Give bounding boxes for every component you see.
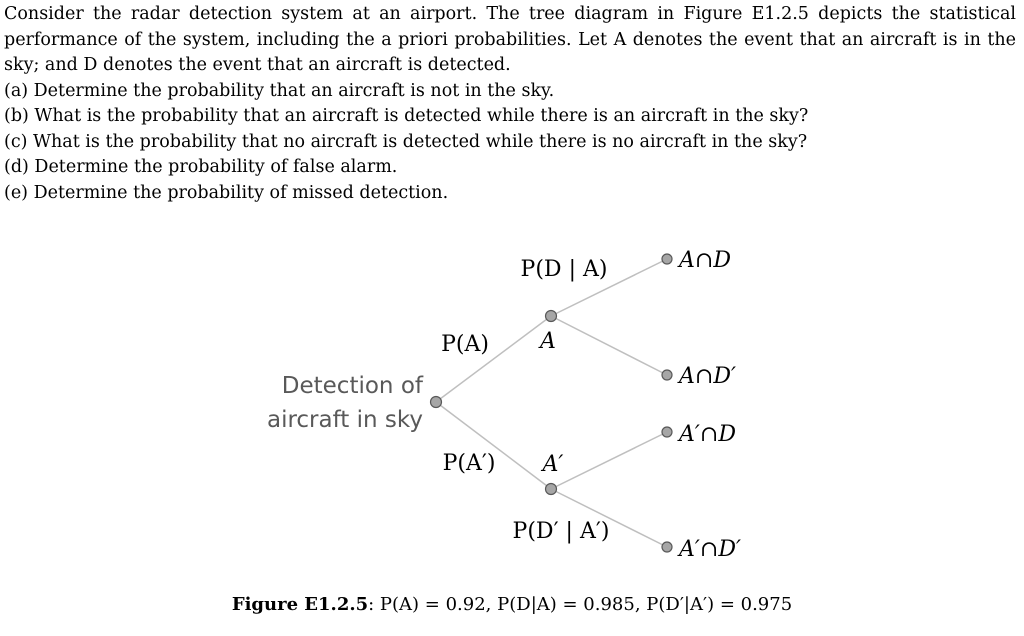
question-b: (b) What is the probability that an aircraft is detected while there is an aircraft in the sky? <box>4 106 809 126</box>
question-e: (e) Determine the probability of missed detection. <box>4 182 449 203</box>
node-label-A: A <box>540 329 556 354</box>
root-node <box>431 397 442 408</box>
leaf-label-AD: A∩D <box>679 248 731 273</box>
leaf-node-ADc <box>662 370 672 380</box>
edge-Acomp-to-AcD <box>551 432 667 489</box>
branch-label-PA: P(A) <box>441 332 489 357</box>
tree-nodes <box>431 254 673 552</box>
caption-text: : P(A) = 0.92, P(D|A) = 0.985, P(D′|A′) = 0.975 <box>368 594 793 615</box>
leaf-label-AcDc: A′∩D′ <box>679 537 741 562</box>
leaf-node-AD <box>662 254 672 264</box>
tree-edges <box>436 259 667 547</box>
leaf-node-AcD <box>662 427 672 437</box>
caption-label: Figure E1.2.5 <box>231 594 369 615</box>
question-d: (d) Determine the probability of false alarm. <box>4 157 398 177</box>
question-c: (c) What is the probability that no aircraft is detected while there is no aircraft in the sky? <box>4 131 808 152</box>
problem-intro: Consider the radar detection system at an airport. The tree diagram in Figure E1.2.5 depicts the statistical performance of the system, including the a priori probabilities. Let A denotes the event that an aircraft is in the sky; and D denotes the event that an aircraft is detected. <box>4 4 1016 75</box>
root-label-line2: aircraft in sky <box>266 407 423 433</box>
leaf-label-ADc: A∩D′ <box>679 364 736 389</box>
branch-label-PDgivenA: P(D | A) <box>520 257 608 282</box>
branch-label-PAcomp: P(A′) <box>442 451 496 476</box>
leaf-node-AcDc <box>662 542 672 552</box>
leaf-label-AcD: A′∩D <box>679 422 736 447</box>
edge-A-to-ADc <box>551 316 667 375</box>
root-label-line1: Detection of <box>281 373 423 399</box>
question-a: (a) Determine the probability that an aircraft is not in the sky. <box>4 80 555 101</box>
branch-label-PDcgivenAc: P(D′ | A′) <box>512 519 610 544</box>
node-label-Acomp: A′ <box>542 452 564 477</box>
figure-caption <box>0 594 1024 615</box>
node-A <box>546 311 557 322</box>
edge-root-to-A <box>436 316 551 402</box>
node-Acomp <box>546 484 557 495</box>
